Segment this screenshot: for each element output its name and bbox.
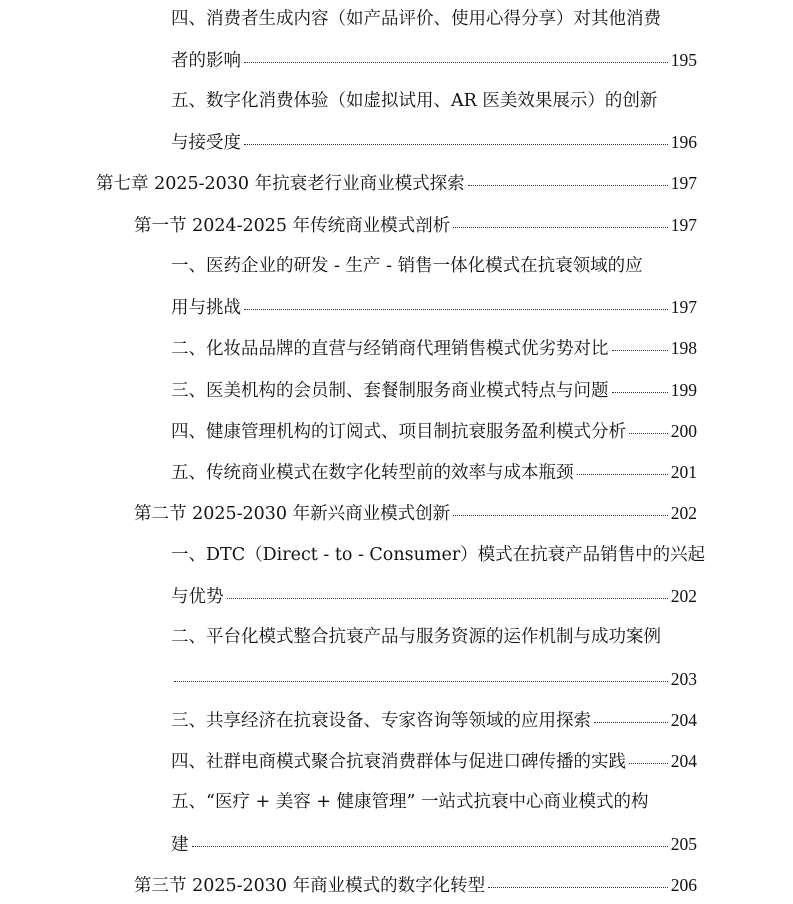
toc-entry-text: 四、消费者生成内容（如产品评价、使用心得分享）对其他消费 [171,9,661,29]
toc-entry [171,333,697,363]
toc-page-number: 197 [670,297,697,317]
toc-page-number: 197 [670,215,697,235]
toc-page-number: 195 [670,50,697,70]
toc-section-entry [134,498,697,528]
toc-dot-leader [612,392,668,393]
toc-section-entry [134,870,697,900]
toc-entry-text: 五、传统商业模式在数字化转型前的效率与成本瓶颈 [171,463,574,483]
toc-entry [171,45,697,75]
toc-entry-text: 第一节 2024-2025 年传统商业模式剖析 [134,216,451,236]
toc-dot-leader [629,763,668,764]
toc-entry [171,127,697,157]
toc-entry [171,622,661,652]
toc-entry-text: 三、共享经济在抗衰设备、专家咨询等领域的应用探索 [171,711,591,731]
toc-dot-leader [244,62,668,63]
toc-page-number: 196 [670,132,697,152]
toc-chapter-entry [96,168,697,198]
toc-entry-text: 一、DTC（Direct - to - Consumer）模式在抗衰产品销售中的兴起 [171,545,706,565]
toc-entry [171,664,697,694]
toc-page-number: 204 [670,751,697,771]
toc-entry [171,292,697,322]
toc-page-number: 197 [670,173,697,193]
toc-page-number: 198 [670,338,697,358]
toc-entry [171,457,697,487]
toc-entry-text: 者的影响 [171,51,241,71]
toc-entry [171,4,661,34]
toc-page-number: 205 [670,834,697,854]
toc-entry [171,829,697,859]
toc-page-number: 199 [670,380,697,400]
toc-dot-leader [244,144,668,145]
toc-dot-leader [488,887,668,888]
toc-page-number: 203 [670,669,697,689]
toc-entry [171,375,697,405]
toc-entry-text: 第二节 2025-2030 年新兴商业模式创新 [134,504,451,524]
toc-entry [171,787,649,817]
toc-page-number: 204 [670,710,697,730]
toc-dot-leader [174,681,668,682]
toc-dot-leader [594,722,668,723]
toc-dot-leader [244,309,668,310]
toc-section-entry [134,210,697,240]
toc-entry-text: 一、医药企业的研发 - 生产 - 销售一体化模式在抗衰领域的应 [171,256,643,276]
toc-entry-text: 用与挑战 [171,298,241,318]
toc-entry [171,581,697,611]
toc-dot-leader [453,515,668,516]
toc-entry-text: 第三节 2025-2030 年商业模式的数字化转型 [134,876,486,896]
toc-page-number: 200 [670,421,697,441]
toc-dot-leader [468,185,668,186]
toc-dot-leader [453,227,668,228]
toc-page-number: 202 [670,503,697,523]
toc-entry [171,86,657,116]
toc-entry-text: 二、化妆品品牌的直营与经销商代理销售模式优劣势对比 [171,339,609,359]
toc-dot-leader [227,598,668,599]
toc-entry-text: 四、健康管理机构的订阅式、项目制抗衰服务盈利模式分析 [171,422,626,442]
toc-entry-text: 第七章 2025-2030 年抗衰老行业商业模式探索 [96,174,465,194]
toc-entry-text: 与接受度 [171,133,241,153]
toc-entry-text: 五、“医疗 + 美容 + 健康管理” 一站式抗衰中心商业模式的构 [171,792,649,812]
toc-entry [171,746,697,776]
toc-page-number: 206 [670,875,697,895]
toc-dot-leader [612,350,668,351]
toc-page-number: 201 [670,462,697,482]
toc-entry [171,540,705,570]
toc-entry [171,251,643,281]
toc-dot-leader [192,846,668,847]
toc-page-number: 202 [670,586,697,606]
toc-entry [171,705,697,735]
toc-entry-text: 五、数字化消费体验（如虚拟试用、AR 医美效果展示）的创新 [171,91,658,111]
toc-dot-leader [629,433,668,434]
toc-entry-text: 建 [171,835,189,855]
toc-entry-text: 二、平台化模式整合抗衰产品与服务资源的运作机制与成功案例 [171,627,661,647]
toc-entry-text: 四、社群电商模式聚合抗衰消费群体与促进口碑传播的实践 [171,752,626,772]
toc-dot-leader [577,474,668,475]
toc-entry-text: 三、医美机构的会员制、套餐制服务商业模式特点与问题 [171,381,609,401]
toc-entry-text: 与优势 [171,587,224,607]
toc-entry [171,416,697,446]
